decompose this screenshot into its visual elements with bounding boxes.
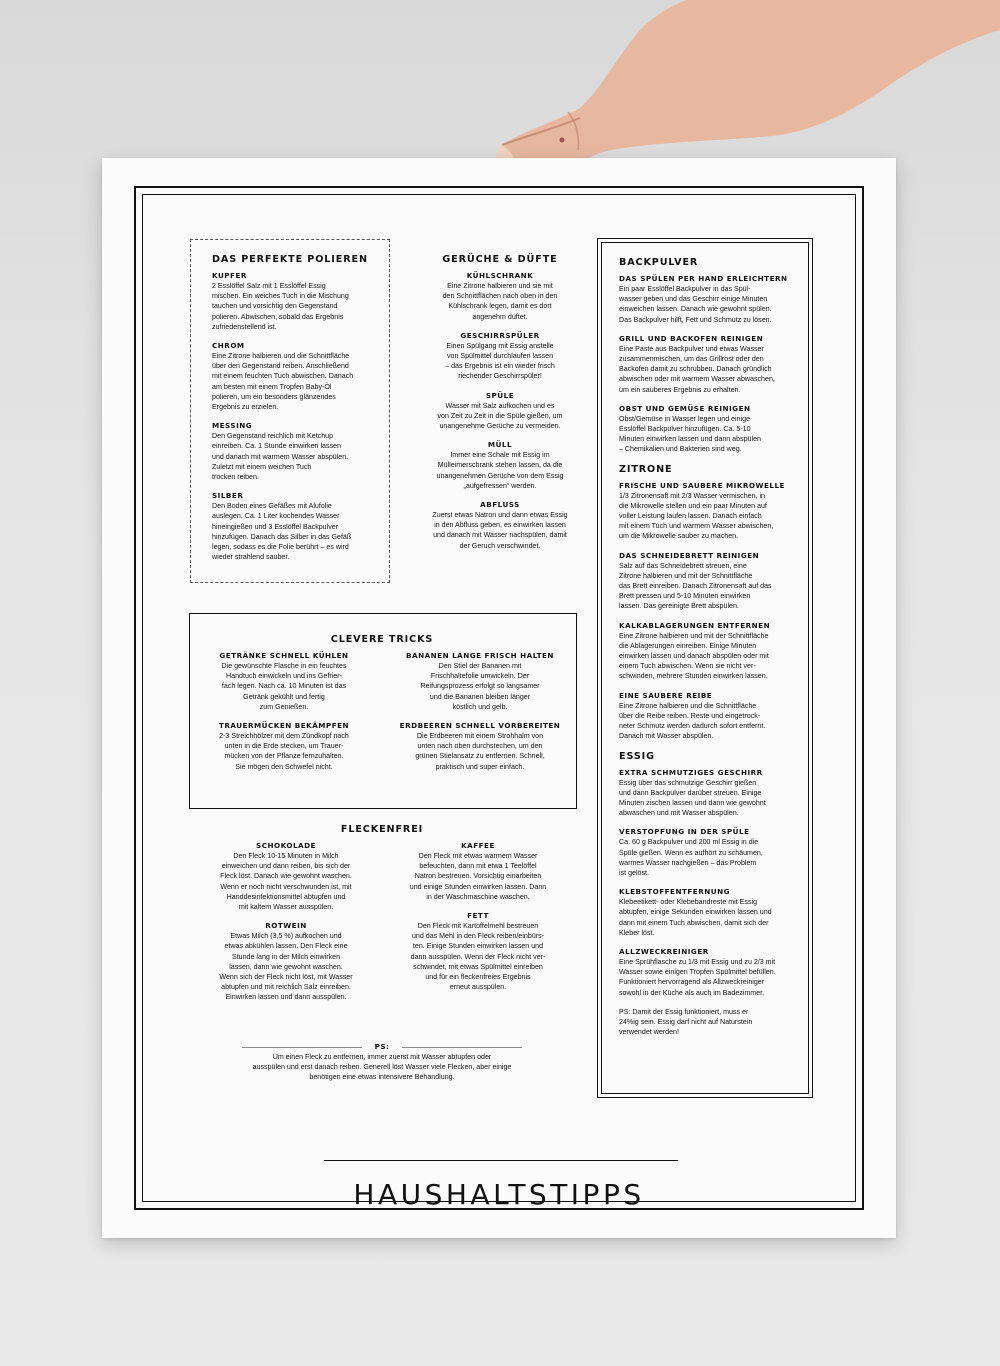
backpulver-heading: BACKPULVER xyxy=(619,257,699,268)
tricks-item xyxy=(390,651,570,712)
gerueche-item xyxy=(402,500,598,551)
flecken-heading: FLECKENFREI xyxy=(340,824,424,835)
essig-item xyxy=(619,947,805,998)
tricks-right-column xyxy=(390,651,570,781)
backpulver-item-title: OBST UND GEMÜSE REINIGEN xyxy=(619,403,751,413)
gerueche-item-title: MÜLL xyxy=(487,440,513,450)
flecken-right-column xyxy=(386,841,570,1012)
polieren-item-title: CHROM xyxy=(212,341,245,351)
essig-item xyxy=(619,768,805,819)
essig-item-title: EXTRA SCHMUTZIGES GESCHIRR xyxy=(619,767,763,777)
tricks-section xyxy=(194,634,570,781)
flecken-ps-title: PS: xyxy=(374,1042,390,1051)
flecken-item-text: Den Fleck mit Kartoffelmehl bestreuen und das Mehl in den Fleck reiben/einbürs- ten. Einige Stunden einwirken lassen und dann ausspülen. Wenn der Fleck nicht ver- schwindet, mit etwas Spülmittel einreiben und für ein fleckenfreies Ergebnis erneut ausspülen. xyxy=(410,922,546,992)
flecken-section xyxy=(194,824,570,1012)
flecken-item-title: FETT xyxy=(467,911,489,921)
gerueche-item xyxy=(402,440,598,491)
right-column-section xyxy=(619,257,805,1046)
gerueche-section xyxy=(402,254,598,560)
polieren-item xyxy=(212,271,384,332)
flecken-item xyxy=(194,921,378,1002)
polieren-item-text: 2 Esslöffel Salz mit 1 Esslöffel Essig mischen. Ein weiches Tuch in die Mischung tauchen und vorsichtig den Gegenstand polieren. Abwischen, sobald das Ergebnis zufriedenstellend ist. xyxy=(212,282,349,331)
zitrone-heading: ZITRONE xyxy=(619,463,673,475)
essig-item-text: Klebeetikett- oder Klebebandreste mit Essig abtupfen, einige Sekunden einwirken lassen und dann mit einem Tuch abwischen, damit sich der Kleber löst. xyxy=(619,898,772,937)
polieren-item xyxy=(212,341,384,412)
gerueche-item-text: Eine Zitrone halbieren und sie mit den Schnittflächen nach oben in den Kühlschrank legen, damit es dort angenehm duftet. xyxy=(442,282,558,321)
zitrone-item-title: EINE SAUBERE REIBE xyxy=(619,690,713,700)
essig-item-text: Eine Sprühflasche zu 1/3 mit Essig und zu 2/3 mit Wasser sowie einigen Tropfen Spülmittel befüllen. Funktioniert hervorragend als Allzweckreiniger sowohl in der Küche als auch im Badezimmer. xyxy=(619,957,776,997)
zitrone-item xyxy=(619,691,805,742)
tricks-item-text: 2-3 Streichhölzer mit dem Zündkopf nach unten in die Erde stecken, um Trauer- mücken von der Pflanze fernzuhalten. Sie mögen den Schwefel nicht. xyxy=(219,732,349,771)
backpulver-item-text: Eine Paste aus Backpulver und etwas Wasser zusammenmischen, um das Grillrost oder den Backofen damit zu schrubben. Danach gründlich abwischen oder mit warmem Wasser abwaschen, um ein sauberes Ergebnis zu erhalten. xyxy=(619,344,775,394)
flecken-item-title: ROTWEIN xyxy=(265,921,307,931)
zitrone-item xyxy=(619,551,805,612)
backpulver-item-text: Ein paar Esslöffel Backpulver in das Spül- wasser geben und das Geschirr einige Minuten einweichen lassen. Danach wie gewohnt spülen. Das Backpulver hilft, Fett und Schmutz zu lösen. xyxy=(619,285,772,324)
gerueche-item xyxy=(402,271,598,322)
zitrone-item-title: KALKABLAGERUNGEN ENTFERNEN xyxy=(619,620,771,630)
gerueche-item-text: Zuerst etwas Natron und dann etwas Essig in den Abfluss geben, es einwirken lassen und danach mit Wasser nachspülen, damit der Geruch verschwindet. xyxy=(432,511,568,550)
gerueche-item-title: KÜHLSCHRANK xyxy=(466,271,534,280)
gerueche-item-text: Immer eine Schale mit Essig im Mülleimerschrank stehen lassen, da die unangenehmen Gerüche von dem Essig „aufgefressen“ werden. xyxy=(436,451,564,490)
flecken-item-text: Den Fleck mit etwas warmem Wasser befeuchten, dann mit etwa 1 Teelöffel Natron bestreuen. Vorsichtig einarbeiten und einige Stunden einwirken lassen. Dann in der Waschmaschine waschen. xyxy=(409,852,547,901)
tricks-item-title: TRAUERMÜCKEN BEKÄMPFEN xyxy=(218,721,350,731)
gerueche-item-title: GESCHIRRSPÜLER xyxy=(460,330,540,340)
tricks-item-text: Den Stiel der Bananen mit Frischhaltefolie umwickeln. Der Reifungsprozess erfolgt so langsamer und die Bananen bleiben länger köstlich und gelb. xyxy=(420,662,540,711)
tricks-item-title: GETRÄNKE SCHNELL KÜHLEN xyxy=(219,651,349,660)
zitrone-item-text: Salz auf das Schneidebrett streuen, eine Zitrone halbieren und mit der Schnittfläche das Brett einreiben. Danach Zitronensaft auf das Brett pressen und 5-10 Minuten einwirken lassen. Das gereinigte Brett abspülen. xyxy=(619,561,772,611)
title-rule xyxy=(324,1160,678,1161)
polieren-item-text: Eine Zitrone halbieren und die Schnittfläche über den Gegenstand reiben. Anschließend mit einem feuchten Tuch abwischen. Danach am besten mit einem Tropfen Baby-Öl polieren, um ein besonders glänzendes Ergebnis zu erzielen. xyxy=(212,352,354,412)
essig-heading: ESSIG xyxy=(619,750,655,762)
polieren-section xyxy=(212,254,384,571)
gerueche-item-title: SPÜLE xyxy=(485,390,515,400)
essig-item xyxy=(619,827,805,878)
gerueche-item-title: ABFLUSS xyxy=(480,500,520,510)
zitrone-item-title: FRISCHE UND SAUBERE MIKROWELLE xyxy=(619,480,785,490)
essig-ps-text: PS: Damit der Essig funktioniert, muss er 24%ig sein. Essig darf nicht auf Naturstein verwendet werden! xyxy=(619,1007,753,1037)
essig-item-title: KLEBSTOFFENTFERNUNG xyxy=(619,887,730,897)
flecken-item xyxy=(386,841,570,902)
tricks-heading: CLEVERE TRICKS xyxy=(330,634,434,645)
tricks-item xyxy=(390,721,570,772)
poster xyxy=(102,158,896,1238)
flecken-item-title: SCHOKOLADE xyxy=(256,841,316,850)
gerueche-item xyxy=(402,331,598,382)
gerueche-item xyxy=(402,391,598,432)
essig-item-text: Ca. 60 g Backpulver und 200 ml Essig in die Spüle gießen. Wenn es aufhört zu schäumen, warmes Wasser nachgießen – das Problem ist gelöst. xyxy=(619,838,763,877)
gerueche-heading: GERÜCHE & DÜFTE xyxy=(442,254,558,265)
essig-item xyxy=(619,887,805,938)
tricks-item-text: Die gewünschte Flasche in ein feuchtes Handtuch einwickeln und ins Gefrier- fach legen. Nach ca. 10 Minuten ist das Getränk gekühlt und fertig zum Genießen. xyxy=(221,662,347,711)
backpulver-item-title: GRILL UND BACKOFEN REINIGEN xyxy=(619,333,764,343)
backpulver-item-text: Obst/Gemüse in Wasser legen und einige Esslöffel Backpulver hinzufügen. Ca. 5-10 Minuten einwirken lassen und dann abspülen – Chemikalien und Bakterien sind weg. xyxy=(619,414,761,454)
backpulver-item xyxy=(619,404,805,455)
polieren-item-title: SILBER xyxy=(212,491,244,501)
flecken-left-column xyxy=(194,841,378,1012)
zitrone-item-text: Eine Zitrone halbieren und mit der Schnittfläche die Ablagerungen einreiben. Einige Minuten einwirken lassen und danach abspülen oder mit einem Tuch abwischen. Wenn sie nicht ver- schwinden, mehrere Stunden einwirken lassen. xyxy=(619,631,769,681)
zitrone-item-title: DAS SCHNEIDEBRETT REINIGEN xyxy=(619,550,760,560)
flecken-item xyxy=(386,911,570,992)
backpulver-item xyxy=(619,334,805,395)
flecken-ps xyxy=(194,1042,570,1092)
polieren-item-text: Den Boden eines Gefäßes mit Alufolie auslegen. Ca. 1 Liter kochendes Wasser hineingießen und 3 Esslöffel Backpulver hinzufügen. Danach das Silber in das Gefäß legen, sodass es die Folie berührt – es wird wieder strahlend sauber. xyxy=(212,502,352,562)
flecken-item-title: KAFFEE xyxy=(461,841,495,850)
essig-item-text: Essig über das schmutzige Geschirr gießen und dann Backpulver darüber streuen. Einige Minuten zischen lassen und dann wie gewohnt abwaschen und mit Wasser abspülen. xyxy=(619,778,766,818)
zitrone-item-text: Eine Zitrone halbieren und die Schnittfläche über die Reibe reiben. Reste und eingetrock- neter Schmutz werden dadurch sofort entfernt. Danach mit Wasser abspülen. xyxy=(619,701,766,741)
polieren-item-title: MESSING xyxy=(212,421,253,431)
polieren-heading: DAS PERFEKTE POLIEREN xyxy=(212,254,368,265)
gerueche-item-text: Wasser mit Salz aufkochen und es von Zeit zu Zeit in die Spüle gießen, um unangenehme Gerüche zu vermeiden. xyxy=(437,401,563,431)
polieren-item xyxy=(212,491,384,562)
flecken-item xyxy=(194,841,378,912)
flecken-item-text: Etwas Milch (3,5 %) aufkochen und etwas abkühlen lassen. Den Fleck eine Stunde lang in der Milch einwirken lassen, dann wie gewohnt waschen. Wenn sich der Fleck nicht löst, mit Wasser abtupfen und mit reichlich Salz einreiben. Einwirken lassen und dann ausspülen. xyxy=(219,932,353,1002)
tricks-item-text: Die Erdbeeren mit einem Strohhalm von unten nach oben durchstechen, um den grünen Stielansatz zu entfernen. Schnell, praktisch und super einfach. xyxy=(415,732,545,771)
tricks-item-title: ERDBEEREN SCHNELL VORBEREITEN xyxy=(399,721,561,731)
polieren-item-text: Den Gegenstand reichlich mit Ketchup einreiben. Ca. 1 Stunde einwirken lassen und danach mit warmem Wasser abspülen. Zuletzt mit einem weichen Tuch trocken reiben. xyxy=(212,432,349,482)
zitrone-item-text: 1/3 Zitronensaft mit 2/3 Wasser vermischen, in die Mikrowelle stellen und ein paar Minuten auf voller Leistung laufen lassen. Danach einfach mit einem Tuch und warmem Wasser abwischen, um die Mikrowelle sauber zu machen. xyxy=(619,491,774,541)
essig-item-title: VERSTOPFUNG IN DER SPÜLE xyxy=(619,827,750,837)
gerueche-item-text: Einen Spülgang mit Essig anstelle von Spülmittel durchlaufen lassen – das Ergebnis ist ein wieder frisch riechender Geschirrspüler! xyxy=(445,341,555,381)
zitrone-item xyxy=(619,621,805,682)
tricks-item-title: BANANEN LANGE FRISCH HALTEN xyxy=(406,651,554,660)
backpulver-item-title: DAS SPÜLEN PER HAND ERLEICHTERN xyxy=(619,274,788,283)
polieren-item xyxy=(212,421,384,482)
tricks-item xyxy=(194,721,374,772)
flecken-item-text: Den Fleck 10-15 Minuten in Milch einweichen und dann reiben, bis sich der Fleck löst. Danach wie gewohnt waschen. Wenn er noch nicht verschwunden ist, mit Handdesinfektionsmittel abtupfen und mit kaltem Wasser ausspülen. xyxy=(220,852,352,912)
backpulver-item xyxy=(619,274,805,325)
tricks-item xyxy=(194,651,374,712)
tricks-left-column xyxy=(194,651,374,781)
polieren-item-title: KUPFER xyxy=(212,271,247,280)
zitrone-item xyxy=(619,481,805,542)
essig-item-title: ALLZWECKREINIGER xyxy=(619,946,709,956)
poster-title: HAUSHALTSTIPPS xyxy=(353,1178,645,1211)
flecken-ps-text: Um einen Fleck zu entfernen, immer zuerst mit Wasser abtupfen oder ausspülen und erst danach reiben. Generell löst Wasser viele Flecken, aber einige benötigen eine etwas intensivere Behandlung. xyxy=(252,1053,512,1082)
